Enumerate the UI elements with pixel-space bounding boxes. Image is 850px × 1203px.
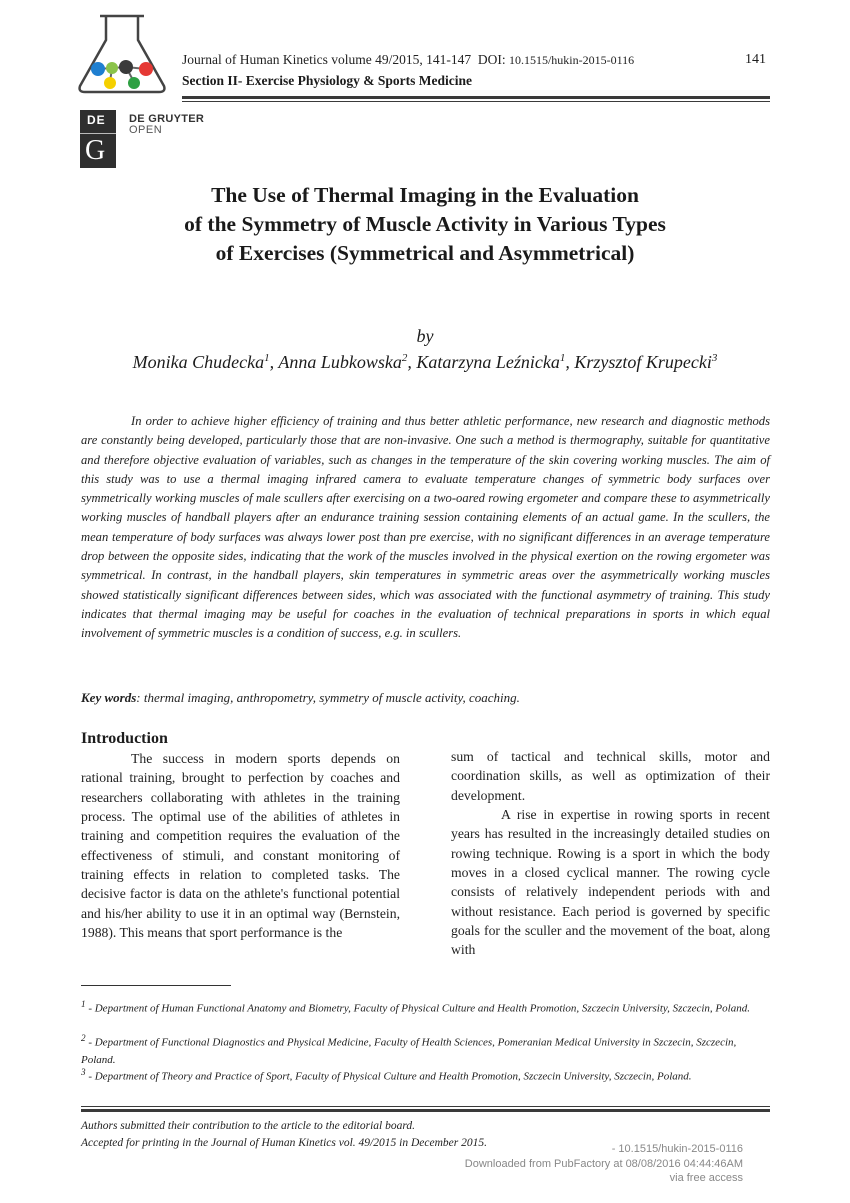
footnote-number: 2 xyxy=(81,1033,86,1043)
author-list xyxy=(80,352,770,373)
footer-rule-thin xyxy=(81,1106,770,1107)
author-name: Katarzyna Leźnicka xyxy=(416,352,560,372)
header-rule-thick xyxy=(182,96,770,99)
article-title xyxy=(80,181,770,268)
footnote-text: - Department of Theory and Practice of Sport, Faculty of Physical Culture and Health Promotion, Szczecin University, Szczecin, Poland. xyxy=(85,1070,692,1083)
journal-citation xyxy=(182,52,634,68)
title-line: of the Symmetry of Muscle Activity in Various Types xyxy=(184,212,666,236)
title-line: The Use of Thermal Imaging in the Evaluation xyxy=(211,183,639,207)
title-line: of Exercises (Symmetrical and Asymmetrical) xyxy=(215,241,635,265)
molecule-green xyxy=(128,77,140,89)
footnote xyxy=(81,1030,770,1069)
logo-g-text: G xyxy=(85,135,106,166)
author-separator: , xyxy=(565,352,575,372)
page-number: 141 xyxy=(745,52,766,67)
keywords-list: : thermal imaging, anthropometry, symmetry of muscle activity, coaching. xyxy=(136,690,520,705)
footnote xyxy=(81,996,770,1018)
section-heading: Introduction xyxy=(81,730,168,747)
submission-line: Authors submitted their contribution to the article to the editorial board. xyxy=(81,1120,416,1132)
footnote xyxy=(81,1064,770,1086)
molecule-yellow xyxy=(104,77,116,89)
download-watermark xyxy=(420,1142,743,1186)
footnote-rule xyxy=(81,985,231,986)
author-separator: , xyxy=(269,352,279,372)
molecule-green-small xyxy=(106,62,118,74)
molecule-dark xyxy=(119,60,133,74)
doi-label: DOI: xyxy=(477,52,506,67)
watermark-download: Downloaded from PubFactory at 08/08/2016 04:44:46AM xyxy=(464,1157,743,1170)
journal-name: Journal of Human Kinetics volume 49/2015, 141-147 xyxy=(182,52,472,67)
byline-by: by xyxy=(416,326,434,346)
intro-paragraph: A rise in expertise in rowing sports in recent years has resulted in the increasingly detailed studies on rowing technique. Rowing is a sport in which the body moves in a closed cyclical manner. The rowing cycle consists of relatively independent periods with and without resistance. Each period is governed by specific goals for the sculler and the movement of the boat, along with xyxy=(451,807,770,958)
author-affiliation: 1 xyxy=(559,352,566,364)
author-affiliation: 2 xyxy=(401,352,408,364)
author-separator: , xyxy=(407,352,417,372)
author-affiliation: 3 xyxy=(711,352,718,364)
footnote-text: - Department of Human Functional Anatomy and Biometry, Faculty of Physical Culture and Health Promotion, Szczecin University, Szczecin, Poland. xyxy=(85,1002,750,1015)
journal-logo-flask-icon xyxy=(76,10,168,96)
publisher-open: OPEN xyxy=(129,124,163,136)
header-rule-thin xyxy=(182,101,770,102)
watermark-doi: - 10.1515/hukin-2015-0116 xyxy=(611,1143,743,1155)
author-affiliation: 1 xyxy=(264,352,270,364)
logo-divider xyxy=(80,133,116,134)
keywords xyxy=(81,690,770,706)
intro-right-column xyxy=(451,747,770,960)
author-name: Monika Chudecka xyxy=(132,352,265,372)
watermark-access: via free access xyxy=(669,1172,743,1184)
footnote-number: 1 xyxy=(81,999,86,1009)
author-name: Krzysztof Krupecki xyxy=(574,352,712,372)
author-name: Anna Lubkowska xyxy=(278,352,402,372)
footnote-text: - Department of Functional Diagnostics and Physical Medicine, Faculty of Health Sciences, Pomeranian Medical University in Szczecin, Szczecin, Poland. xyxy=(81,1036,737,1066)
abstract: In order to achieve higher efficiency of training and thus better athletic performance, new research and diagnostic methods are constantly being developed, particularly those that are non-invasive. One such a method is thermography, suitable for quantitative and therefore objective evaluation of variables, such as changes in the temperature of the skin covering working muscles. The aim of this study was to use a thermal imaging infrared camera to evaluate temperature changes of symmetric body surfaces over symmetrically working muscles of male scullers after exercising on a two-oared rowing ergometer and compare these to asymmetrically working muscles of handball players after an endurance training session containing elements of an actual game. In the scullers, the mean temperature of body surfaces was always lower post than pre exercise, with no significant differences in an average temperature drop between the opposite sides, indicating that the work of the muscles involved in the physical exertion on the rowing ergometer was symmetrical. In contrast, in the handball players, skin temperatures in symmetric areas over the asymmetrically working muscles showed statistically significant differences between sides, which was associated with the functional asymmetry of training. This study indicates that thermal imaging may be useful for coaches in the evaluation of technical preparations in sports in which equal involvement of symmetric muscles is a condition of success, e.g. in scullers. xyxy=(81,414,770,641)
intro-paragraph: sum of tactical and technical skills, motor and coordination skills, as well as optimization of their development. xyxy=(451,749,770,803)
section-label: Section II- Exercise Physiology & Sports Medicine xyxy=(182,73,472,88)
de-gruyter-logo xyxy=(80,110,116,168)
molecule-blue xyxy=(91,62,105,76)
molecule-red xyxy=(139,62,153,76)
intro-left-column: The success in modern sports depends on rational training, brought to perfection by coaches and researchers collaborating with athletes in the training process. The optimal use of the abilities of athletes in training and competition requires the evaluation of the effectiveness of stimuli, and constant monitoring of training effects in relation to completed tasks. The decisive factor is data on the athlete's functional potential and his/her ability to use it in an optimal way (Bernstein, 1988). This means that sport performance is the xyxy=(81,751,400,941)
flask-outline xyxy=(80,16,165,92)
keywords-label: Key words xyxy=(81,690,137,705)
logo-de-text: DE xyxy=(87,113,106,127)
footer-rule-thick xyxy=(81,1109,770,1112)
submission-line: Accepted for printing in the Journal of Human Kinetics vol. 49/2015 in December 2015. xyxy=(81,1137,487,1149)
publisher-name: DE GRUYTER xyxy=(129,113,205,125)
footnote-number: 3 xyxy=(81,1067,86,1077)
doi-value[interactable]: 10.1515/hukin-2015-0116 xyxy=(508,53,635,67)
